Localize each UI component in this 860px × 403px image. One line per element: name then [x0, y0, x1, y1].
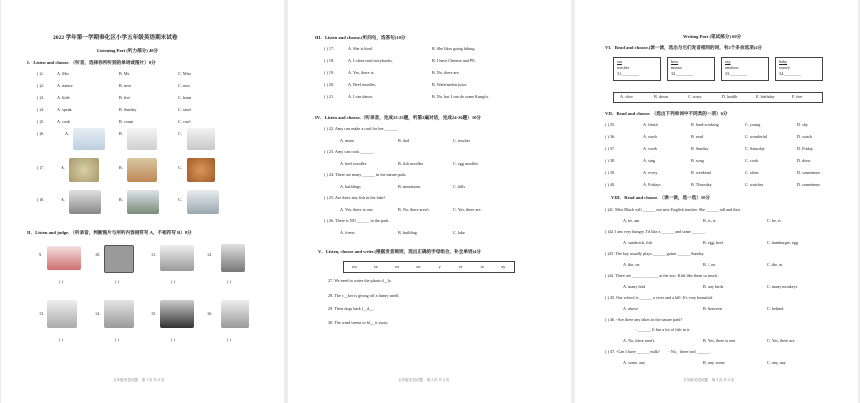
fill-in-question: 27. We need to water the plants d__ly.: [328, 278, 392, 283]
option-c: C. the, in: [767, 262, 783, 267]
option-a: A. some, any: [623, 360, 646, 365]
option-c: C. any, any: [767, 360, 786, 365]
question-number: ( ) 36.: [605, 134, 616, 139]
option-a: A. speak: [57, 107, 72, 112]
option-b: B. any, some: [703, 360, 725, 365]
word-option: E. birthday: [756, 94, 775, 99]
question-number: 10.: [95, 252, 101, 257]
answer-blank[interactable]: ( ): [227, 337, 231, 342]
question-text: - ______. It has a lot of fish in it.: [635, 327, 691, 332]
letter-option: ee: [374, 264, 378, 269]
people-illustration: [187, 128, 215, 150]
option-a: A. I often read storybooks.: [348, 58, 393, 63]
option-c: C. Miss: [178, 71, 192, 76]
section-heading: I．Listen and choose. （听音，选择你所听到的单词或图片）8分: [27, 60, 156, 65]
phonics-word: teacher: [617, 65, 630, 70]
kids-illustration: [127, 128, 157, 150]
word-option: F. feet: [792, 94, 803, 99]
answer-blank[interactable]: ( ): [171, 279, 175, 284]
forest-illustration: [69, 190, 101, 214]
phonics-word: baby: [779, 59, 788, 64]
option-c: C. Yes, there are.: [767, 338, 796, 343]
answer-blank[interactable]: ( ): [59, 279, 63, 284]
option-a: A. Beef noodles.: [348, 82, 377, 87]
option-c: C. wonderful: [745, 134, 768, 139]
letter-option: y: [438, 264, 441, 269]
option-c: C. cook: [745, 158, 759, 163]
phonics-box: [775, 57, 823, 81]
answer-blank[interactable]: ( ): [115, 337, 119, 342]
option-c: C. egg noodles: [453, 161, 479, 166]
option-a: A. every: [643, 170, 658, 175]
question-number: 9.: [39, 252, 43, 257]
option-b: B. /, on: [703, 262, 716, 267]
phonics-word: mouse: [671, 65, 682, 70]
option-b: B. Thursday: [691, 182, 712, 187]
option-b: B. No, but I can do some Kungfu.: [432, 94, 489, 99]
option-a: A. Yes, there is one.: [340, 207, 374, 212]
question-number: ( )7.: [37, 165, 44, 170]
phonics-word: how: [671, 59, 679, 64]
option-b: B. Sunday: [691, 146, 709, 151]
option-a: A. finish: [643, 122, 658, 127]
question-number: 13.: [39, 311, 45, 316]
option-b: B. read: [691, 134, 704, 139]
letter-options-table: [343, 261, 515, 273]
room-illustration: [160, 245, 194, 271]
letter-option: ai: [480, 264, 484, 269]
tv-illustration: [104, 245, 134, 273]
option-a: A. Fridays: [643, 182, 661, 187]
section-heading: IV．Listen and choose.（听录音，完成22-23题，听第2遍对话，完成24-26题）10分: [315, 115, 482, 120]
fill-in-question: 29. Their dogs bark l__d__.: [328, 306, 375, 311]
option-c: C. young: [745, 122, 761, 127]
option-b: B.: [119, 131, 123, 136]
option-c: C. hamburger, egg: [767, 240, 798, 245]
question-text: ( ) 45. Our school is ______ a river and a hill. It's very beautiful.: [605, 295, 714, 300]
question-number: 14.: [95, 311, 101, 316]
option-b: B. fish noodles: [398, 161, 424, 166]
phonics-word: say: [725, 59, 731, 64]
question-text: ( ) 25. Are there any fish in the lake?: [324, 195, 386, 200]
option-c: C. now: [178, 83, 191, 88]
option-c: C. be, is: [767, 218, 781, 223]
option-b: B. hard-working: [691, 122, 719, 127]
question-text: ( ) 24. There are many ______ in the nature park.: [324, 172, 407, 177]
question-text: ( ) 47. -Can I have ______ milk? - No，there isn't ______.: [605, 349, 711, 354]
answer-blank[interactable]: 34.________: [779, 71, 801, 76]
option-a: A. wash: [643, 134, 657, 139]
answer-blank[interactable]: ( ): [227, 279, 231, 284]
letter-option: ea: [395, 264, 399, 269]
kids-playing-illustration: [47, 300, 77, 328]
option-a: A. the, on: [623, 262, 640, 267]
section-heading: III．Listen and choose.(听问句，选答句)10分: [315, 35, 406, 40]
question-number: 11.: [151, 252, 157, 257]
question-number: ( ) 38.: [605, 158, 616, 163]
answer-blank[interactable]: 31.________: [617, 71, 639, 76]
option-b: B. is, is: [703, 218, 716, 223]
question-number: ( ) 17.: [324, 46, 335, 51]
section-subtitle: Listening Part (听力部分) 40分: [97, 48, 159, 53]
page-footer: 五年级英语试题 第 1 页 共 4 页: [113, 378, 165, 382]
option-b: B. Ms: [119, 71, 130, 76]
option-b: B. No, there aren't.: [398, 207, 430, 212]
question-text: ( ) 46. -Are there any lakes in the nature park?: [605, 317, 683, 322]
question-number: ( )2.: [37, 83, 44, 88]
option-d: D. draw: [797, 158, 811, 163]
option-a: A. No, there aren't.: [623, 338, 655, 343]
page-footer: 五年级英语试题 第 2 页 共 4 页: [398, 378, 450, 382]
option-c: C. hills: [453, 184, 466, 189]
option-b: B. Yes, there is one.: [703, 338, 737, 343]
answer-blank[interactable]: ( ): [59, 337, 63, 342]
option-c: C. send: [178, 107, 191, 112]
phonics-word: snowy: [779, 65, 790, 70]
boat-illustration: [73, 128, 105, 150]
question-number: ( ) 21.: [324, 94, 335, 99]
option-a: A.: [61, 197, 66, 202]
option-c: C.: [178, 165, 182, 170]
lake-illustration: [187, 190, 219, 214]
word-option: D. health: [722, 94, 738, 99]
option-a: A. be, am: [623, 218, 640, 223]
letter-option: ou: [416, 264, 421, 269]
letter-option: ow: [352, 264, 358, 269]
question-number: ( ) 19.: [324, 70, 335, 75]
page-footer: 五年级英语试题 第 3 页 共 4 页: [683, 378, 735, 382]
option-b: B. count: [119, 119, 134, 124]
option-c: C.: [178, 131, 182, 136]
question-text: ( )42. I am very hungry. I'd like a ______ and some ______.: [605, 229, 706, 234]
option-b: B.: [119, 197, 123, 202]
word-option: B. down: [654, 94, 669, 99]
option-d: D. Friday: [797, 146, 814, 151]
question-number: ( )8.: [37, 197, 44, 202]
question-text: ( ) 26. There is NO ______ in the park.: [324, 218, 390, 223]
option-c: C. teacher: [453, 138, 470, 143]
option-c: C.: [178, 197, 182, 202]
section-heading: VII．Read and choose. （选出下列单词中不同类的一项）6分: [605, 111, 728, 116]
mountain-illustration: [127, 190, 159, 214]
phonics-box: [613, 57, 661, 81]
answer-blank[interactable]: ( ): [171, 337, 175, 342]
answer-blank[interactable]: 33.________: [725, 71, 747, 76]
option-c: C. learn: [178, 95, 192, 100]
option-a: A. nature: [57, 83, 73, 88]
page-title: Writing Part (笔试部分) 60分: [683, 34, 742, 39]
option-c: C. can't: [178, 119, 191, 124]
option-b: B. mountains: [398, 184, 421, 189]
option-b: B. dad: [398, 138, 409, 143]
teacher-illustration: [221, 244, 245, 272]
exam-page-3: [575, 0, 858, 403]
option-b: B. egg, beef: [703, 240, 724, 245]
answer-blank[interactable]: ( ): [115, 279, 119, 284]
option-b: B. Sunday: [119, 107, 137, 112]
question-number: ( ) 40.: [605, 182, 616, 187]
letter-option: ay: [501, 264, 506, 269]
answer-blank[interactable]: 32.________: [671, 71, 693, 76]
question-text: ( ) 22. Amy can make a card for her ______.: [324, 126, 399, 131]
phonics-box: [667, 57, 715, 81]
exam-page-2: [288, 0, 571, 403]
question-text: ( )41. Miss Black will ______ our new English teacher. She ______ tall and thin.: [605, 207, 741, 212]
question-number: ( ) 35.: [605, 122, 616, 127]
option-c: C. watches: [745, 182, 764, 187]
option-a: A.: [65, 131, 70, 136]
question-text: ( )44. There are ______ ______ at the zoo. Kids like them so much.: [605, 273, 719, 278]
option-b: B. any birds: [703, 284, 724, 289]
option-c: C. Yes, there are.: [453, 207, 482, 212]
option-b: B. She likes going hiking.: [432, 46, 476, 51]
option-b: B. live: [119, 95, 131, 100]
option-a: A. I can dance.: [348, 94, 374, 99]
option-a: A. Yes, there is.: [348, 70, 375, 75]
section-heading: II．Listen and judge. （听录音，判断图片与所听内容相符写 A，不相符写 B）8分: [27, 230, 192, 235]
option-a: A. week: [643, 146, 657, 151]
option-c: C. many monkeys: [767, 284, 798, 289]
option-d: D. shy: [797, 122, 808, 127]
phonics-box: [721, 57, 769, 81]
question-number: ( ) 20.: [324, 82, 335, 87]
option-b: B. song: [691, 158, 704, 163]
option-a: A. sandwich, fish: [623, 240, 653, 245]
girl-illustration: [221, 300, 249, 328]
question-number: 16.: [207, 311, 213, 316]
section-heading: VI．Read and choose.(读一读，选出与它们发音相同的词，有2个多余选项)4分: [605, 45, 763, 50]
question-number: ( ) 39.: [605, 170, 616, 175]
fill-in-question: 30. The wind seems to bl__ it away.: [328, 320, 389, 325]
question-number: ( ) 37.: [605, 146, 616, 151]
option-b: B. between: [703, 306, 722, 311]
question-number: ( )3.: [37, 95, 44, 100]
option-a: A. beef noodles: [340, 161, 367, 166]
option-c: C. behind: [767, 306, 784, 311]
option-d: D. watch: [797, 134, 813, 139]
phonics-word: rainbow: [725, 65, 739, 70]
question-number: ( )4.: [37, 107, 44, 112]
option-a: A. mum: [340, 138, 354, 143]
option-a: A. many bird: [623, 284, 646, 289]
option-c: C. Saturday: [745, 146, 765, 151]
question-number: ( )5.: [37, 119, 44, 124]
question-number: 12.: [207, 252, 213, 257]
phonics-word: eat: [617, 59, 622, 64]
option-a: A. forest: [340, 230, 355, 235]
option-a: A.: [61, 165, 66, 170]
word-option: A. slow: [620, 94, 634, 99]
section-heading: VIII．Read and choose. （读一读，选一选）10分: [611, 195, 711, 200]
exam-page-1: [1, 0, 284, 403]
letter-option: er: [459, 264, 463, 269]
option-b: B. building: [398, 230, 417, 235]
question-number: ( )6.: [37, 131, 44, 136]
question-text: ( ) 23. Amy can cook ______.: [324, 149, 375, 154]
food-illustration: [127, 158, 157, 182]
family-illustration: [47, 246, 81, 270]
desk-illustration: [104, 300, 134, 328]
question-number: 15.: [151, 311, 157, 316]
option-a: A. She is kind.: [348, 46, 373, 51]
bowl-illustration: [69, 158, 99, 182]
question-number: ( ) 18.: [324, 58, 335, 63]
word-options-box: [613, 92, 823, 103]
option-a: A. Mrs: [57, 71, 69, 76]
option-d: D. sometimes: [797, 182, 821, 187]
piano-illustration: [160, 300, 194, 328]
option-c: C. often: [745, 170, 759, 175]
option-a: A. buildings: [340, 184, 361, 189]
word-option: C. sorry: [688, 94, 702, 99]
option-c: C. lake: [453, 230, 465, 235]
section-heading: V．Listen, choose and write.(根据发音规则，选出正确的字母组合，补全单词)4分: [318, 249, 481, 254]
option-b: B. weekend: [691, 170, 711, 175]
page-title: 2022 学年第一学期奉化区小学五年级英语期末试卷: [53, 35, 178, 41]
burger-illustration: [187, 158, 215, 182]
option-b: B.: [119, 165, 123, 170]
option-b: B. Watermelon juice.: [432, 82, 468, 87]
option-a: A. sing: [643, 158, 656, 163]
option-a: A. above: [623, 306, 639, 311]
option-a: A. little: [57, 95, 70, 100]
option-a: A. cook: [57, 119, 71, 124]
option-b: B. next: [119, 83, 132, 88]
option-d: D. sometimes: [797, 170, 821, 175]
option-b: B. I have Chinese and PE.: [432, 58, 476, 63]
question-text: ( )43. The boy usually plays ______ guitar ______ Sunday.: [605, 251, 705, 256]
fill-in-question: 28. The c__ker is giving off a funny smell.: [328, 293, 400, 298]
question-number: ( )1.: [37, 71, 44, 76]
option-b: B. No, there are.: [432, 70, 460, 75]
